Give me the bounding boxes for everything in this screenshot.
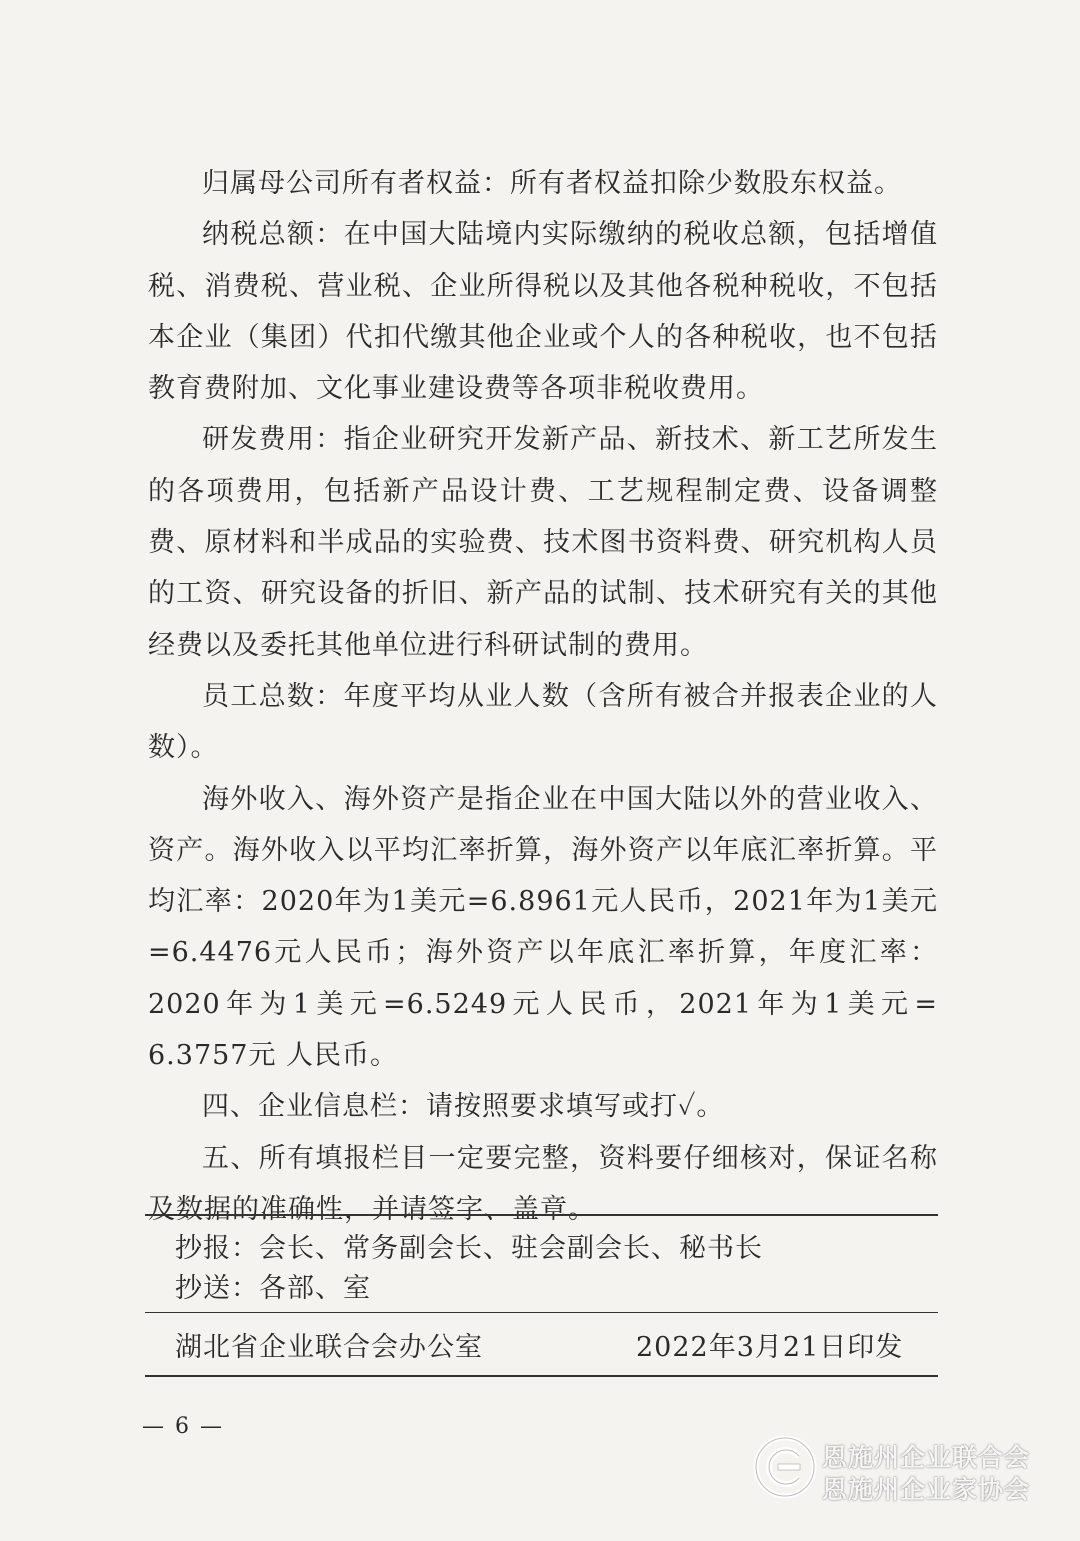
divider-top — [145, 1214, 938, 1216]
send-to-line: 抄送：各部、室 — [175, 1273, 371, 1304]
paragraph-employees-definition: 员工总数：年度平均从业人数（含所有被合并报表企业的人数）。 — [148, 680, 938, 764]
association-logo-icon — [752, 1434, 818, 1500]
report-to-line: 抄报：会长、常务副会长、驻会副会长、秘书长 — [175, 1233, 763, 1264]
issue-date: 2022年3月21日印发 — [636, 1332, 904, 1363]
document-body — [148, 158, 938, 1235]
issuer-name: 湖北省企业联合会办公室 — [175, 1332, 483, 1363]
paragraph-rnd-definition: 研发费用：指企业研究开发新产品、新技术、新工艺所发生的各项费用，包括新产品设计费、工艺规程制定费、设备调整费、原材料和半成品的实验费、技术图书资料费、研究机构人员的工资、研究设备的折旧、新产品的试制、技术研究有关的其他经费以及委托其他单位进行科研试制的费用。 — [148, 424, 938, 661]
watermark-line-1: 恩施州企业联合会 — [822, 1443, 1031, 1472]
paragraph-item-four: 四、企业信息栏：请按照要求填写或打✓。 — [202, 1091, 725, 1123]
paragraph-overseas-definition: 海外收入、海外资产是指企业在中国大陆以外的营业收入、资产。海外收入以平均汇率折算，海外资产以年底汇率折算。平均汇率：2020年为1美元=6.8961元人民币，2021年为1美元=6.4476元人民币；海外资产以年底汇率折算，年度汇率：2020年为1美元=6.5249元人民币，2021年为1美元= 6.3757元 人民币。 — [148, 783, 938, 1072]
watermark-line-2: 恩施州企业家协会 — [822, 1475, 1031, 1504]
divider-bottom — [145, 1375, 938, 1377]
paragraph-equity-definition: 归属母公司所有者权益：所有者权益扣除少数股东权益。 — [202, 168, 902, 199]
paragraph-tax-definition: 纳税总额：在中国大陆境内实际缴纳的税收总额，包括增值税、消费税、营业税、企业所得税以及其他各税种税收，不包括本企业（集团）代扣代缴其他企业或个人的各种税收，也不包括教育费附加、文化事业建设费等各项非税收费用。 — [148, 219, 938, 405]
paragraph-item-five: 五、所有填报栏目一定要完整，资料要仔细核对，保证名称及数据的准确性，并请签字、盖章。 — [148, 1142, 938, 1225]
page-number: — 6 — — [142, 1414, 224, 1439]
watermark — [752, 1432, 1062, 1504]
divider-middle — [145, 1312, 938, 1313]
